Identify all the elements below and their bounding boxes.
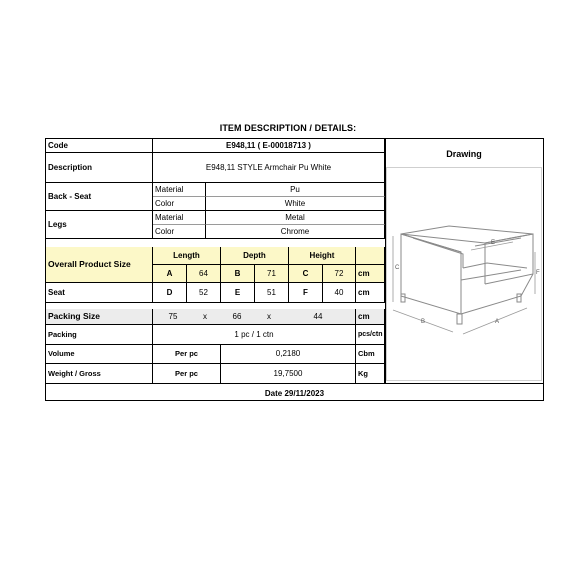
dim-f-value: 40 — [323, 283, 356, 303]
legs-label: Legs — [46, 211, 153, 239]
packing-value: 1 pc / 1 ctn — [153, 325, 356, 345]
dim-d-value: 52 — [187, 283, 221, 303]
volume-value: 0,2180 — [221, 345, 356, 364]
sheet-title: ITEM DESCRIPTION / DETAILS: — [219, 123, 357, 133]
packing-width: 66 — [217, 309, 257, 325]
overall-size-label: Overall Product Size — [46, 247, 153, 283]
unit-header-blank — [356, 247, 385, 265]
dim-e-value: 51 — [255, 283, 289, 303]
weight-value: 19,7500 — [221, 364, 356, 383]
back-seat-color-label: Color — [153, 197, 206, 211]
seat-unit: cm — [356, 283, 385, 303]
overall-unit: cm — [356, 265, 385, 283]
packing-length: 75 — [153, 309, 193, 325]
spec-table — [45, 138, 544, 401]
description-value: E948,11 STYLE Armchair Pu White — [153, 153, 385, 183]
armchair-drawing — [387, 168, 541, 380]
weight-label: Weight / Gross — [46, 364, 153, 383]
drawing-title: Drawing — [446, 149, 482, 159]
weight-unit: Kg — [356, 364, 385, 383]
description-label: Description — [46, 153, 153, 183]
back-seat-material-label: Material — [153, 183, 206, 197]
drawing-panel — [385, 139, 543, 382]
seat-label: Seat — [46, 283, 153, 303]
code-value: E948,11 ( E-00018713 ) — [153, 139, 385, 153]
packing-label: Packing — [46, 325, 153, 345]
length-header: Length — [153, 247, 221, 265]
volume-per: Per pc — [153, 345, 221, 364]
legs-material-value: Metal — [206, 211, 385, 225]
volume-label: Volume — [46, 345, 153, 364]
dim-a-letter: A — [153, 265, 187, 283]
date-footer: Date 29/11/2023 — [46, 383, 543, 402]
dim-a-value: 64 — [187, 265, 221, 283]
weight-per: Per pc — [153, 364, 221, 383]
drawing-divider — [385, 139, 386, 383]
dim-b-value: 71 — [255, 265, 289, 283]
dim-b-letter: B — [221, 265, 255, 283]
packing-size-label: Packing Size — [46, 309, 153, 325]
drawing-frame — [386, 167, 542, 381]
dim-d-letter: D — [153, 283, 187, 303]
code-label: Code — [46, 139, 153, 153]
depth-header: Depth — [221, 247, 289, 265]
back-seat-material-value: Pu — [206, 183, 385, 197]
height-header: Height — [289, 247, 356, 265]
drawing-label-e: E — [491, 240, 496, 246]
drawing-label-f: F — [536, 270, 540, 276]
back-seat-label: Back - Seat — [46, 183, 153, 211]
drawing-label-c: C — [395, 265, 400, 271]
legs-material-label: Material — [153, 211, 206, 225]
packing-size-unit: cm — [356, 309, 385, 325]
legs-color-value: Chrome — [206, 225, 385, 239]
packing-height: 44 — [281, 309, 356, 325]
drawing-label-a: A — [495, 319, 500, 325]
packing-x1: x — [193, 309, 217, 325]
packing-unit: pcs/ctn — [356, 325, 385, 345]
back-seat-color-value: White — [206, 197, 385, 211]
dim-f-letter: F — [289, 283, 323, 303]
packing-x2: x — [257, 309, 281, 325]
dim-c-letter: C — [289, 265, 323, 283]
dim-e-letter: E — [221, 283, 255, 303]
drawing-label-b: B — [421, 319, 426, 325]
volume-unit: Cbm — [356, 345, 385, 364]
dim-c-value: 72 — [323, 265, 356, 283]
legs-color-label: Color — [153, 225, 206, 239]
